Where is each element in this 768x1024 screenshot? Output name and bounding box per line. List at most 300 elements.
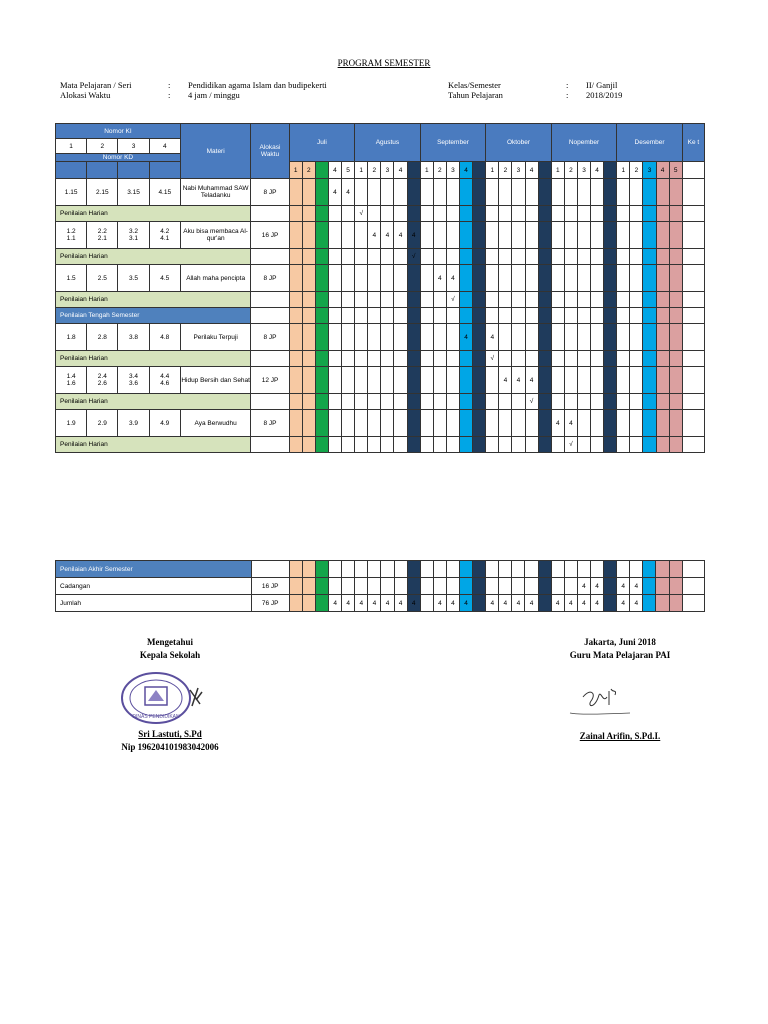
week-number-cell: 2 [433,162,446,179]
week-cell [551,437,564,453]
week-cell [473,292,486,308]
week-cell [486,578,499,595]
week-cell [446,308,459,324]
week-cell [512,324,525,351]
week-cell [315,367,328,394]
week-number-cell [315,162,328,179]
week-cell [315,206,328,222]
week-cell [643,410,656,437]
week-cell [669,351,682,367]
week-cell [368,437,381,453]
week-cell [656,249,669,265]
week-cell [459,206,472,222]
alokasi-cell [251,351,289,367]
week-number-cell [473,162,486,179]
week-mark: 4 [368,222,381,249]
week-cell [407,179,420,206]
week-cell [302,394,315,410]
week-cell [302,222,315,249]
ket-header: Ke t [682,124,704,162]
week-cell [394,308,407,324]
week-cell [525,351,538,367]
week-cell [617,324,630,351]
week-cell [433,561,446,578]
week-cell [302,249,315,265]
week-cell [538,249,551,265]
week-cell [328,308,341,324]
week-cell [525,265,538,292]
summary-label: Cadangan [56,578,252,595]
week-cell [643,595,656,612]
week-cell [551,249,564,265]
week-cell [499,292,512,308]
alokasi-cell [251,437,289,453]
kd-cell: 3.4 3.6 [118,367,149,394]
week-cell [525,292,538,308]
week-cell [604,351,617,367]
summary-alokasi [251,561,289,578]
table-row [56,249,705,265]
week-cell [617,265,630,292]
table-row [56,308,705,324]
week-cell [538,308,551,324]
week-mark: 4 [407,595,420,612]
week-cell [394,437,407,453]
week-cell [328,351,341,367]
week-cell [473,249,486,265]
week-cell [420,578,433,595]
week-cell [551,367,564,394]
signature-left-name [95,728,245,754]
week-cell [538,561,551,578]
week-cell [604,222,617,249]
teacher-name: Zainal Arifin, S.Pd.I. [579,731,661,741]
week-cell [355,410,368,437]
week-cell [459,222,472,249]
week-cell [420,437,433,453]
ki-number-cell: 2 [87,139,118,154]
week-mark: 4 [459,324,472,351]
week-cell [604,292,617,308]
week-cell [643,324,656,351]
week-cell [604,324,617,351]
week-cell [459,410,472,437]
week-number-cell: 4 [459,162,472,179]
week-cell [512,222,525,249]
week-cell [460,578,473,595]
ket-cell [682,324,704,351]
week-cell [486,561,499,578]
kd-cell: 4.5 [149,265,180,292]
week-mark: 4 [381,222,394,249]
week-mark: 4 [617,578,630,595]
week-cell [433,249,446,265]
week-cell [499,394,512,410]
week-cell [538,410,551,437]
week-cell [577,265,590,292]
week-cell [459,308,472,324]
stamp-text: DINAS PENDIDIKAN [132,714,180,720]
week-cell [604,179,617,206]
signature-right-name [535,730,705,743]
ket-cell [682,249,704,265]
week-cell [459,292,472,308]
week-cell [355,292,368,308]
table-row [56,367,705,394]
week-mark: 4 [446,265,459,292]
semester-table [55,123,705,453]
week-cell [289,367,302,394]
year-value: 2018/2019 [586,90,623,100]
week-cell [538,222,551,249]
ket-cell [682,578,704,595]
week-cell [328,206,341,222]
week-cell [394,394,407,410]
acknowledge-text: Mengetahui [147,637,193,647]
week-cell [446,179,459,206]
week-cell [420,367,433,394]
week-cell [525,437,538,453]
week-cell [538,394,551,410]
week-cell [656,292,669,308]
week-cell [433,179,446,206]
week-cell [630,308,643,324]
week-cell [617,410,630,437]
week-cell [538,367,551,394]
week-cell [499,308,512,324]
week-cell [617,437,630,453]
week-cell [669,222,682,249]
week-number-cell [538,162,551,179]
week-cell [630,410,643,437]
week-cell [407,324,420,351]
week-cell [315,578,328,595]
materi-cell: Aku bisa membaca Al-qur'an [180,222,251,249]
week-mark: 4 [486,595,499,612]
week-cell [315,437,328,453]
week-cell [538,206,551,222]
week-number-cell: 3 [381,162,394,179]
kd-blank-cell [56,162,87,179]
week-cell [643,437,656,453]
week-cell [499,410,512,437]
week-cell [486,249,499,265]
week-number-cell: 4 [328,162,341,179]
week-cell [564,292,577,308]
alokasi-cell [251,249,289,265]
kd-cell: 4.2 4.1 [149,222,180,249]
week-cell [328,437,341,453]
ket-cell [682,308,704,324]
week-cell [473,367,486,394]
week-cell [551,308,564,324]
week-cell [394,578,407,595]
week-cell [591,308,604,324]
week-cell [473,265,486,292]
week-mark: 4 [394,595,407,612]
week-cell [446,367,459,394]
week-cell [420,308,433,324]
week-cell [486,410,499,437]
week-cell [617,179,630,206]
week-cell [577,292,590,308]
week-cell [669,265,682,292]
week-cell [459,179,472,206]
week-cell [289,292,302,308]
summary-row [56,595,705,612]
week-mark: 4 [551,410,564,437]
week-cell [433,394,446,410]
week-mark: 4 [512,367,525,394]
week-cell [342,394,355,410]
week-cell [525,179,538,206]
week-cell [328,367,341,394]
week-number-cell: 3 [643,162,656,179]
week-mark: 4 [329,595,342,612]
week-cell [302,308,315,324]
week-number-cell: 1 [420,162,433,179]
table-row [56,292,705,308]
week-cell [604,249,617,265]
week-cell [433,410,446,437]
ket-cell [682,367,704,394]
school-stamp [118,670,206,726]
week-mark: √ [486,351,499,367]
week-cell [368,308,381,324]
week-number-cell: 2 [630,162,643,179]
week-cell [630,437,643,453]
week-cell [617,308,630,324]
ket-cell [682,595,704,612]
ket-cell [682,351,704,367]
week-cell [564,179,577,206]
week-cell [302,265,315,292]
alokasi-cell [251,308,289,324]
week-cell [355,222,368,249]
week-cell [486,292,499,308]
week-cell [394,410,407,437]
week-cell [355,578,368,595]
week-cell [669,324,682,351]
week-cell [669,410,682,437]
week-cell [368,206,381,222]
alokasi-header: Alokasi Waktu [251,124,289,179]
week-cell [420,222,433,249]
week-cell [630,206,643,222]
week-mark: 4 [460,595,473,612]
week-cell [289,595,302,612]
week-cell [551,265,564,292]
week-cell [512,394,525,410]
week-cell [342,561,355,578]
kd-cell: 2.5 [87,265,118,292]
week-mark: √ [525,394,538,410]
kd-cell: 1.9 [56,410,87,437]
kd-blank-cell [118,162,149,179]
week-cell [512,561,525,578]
week-cell [604,578,617,595]
week-cell [604,394,617,410]
ki-number-cell: 4 [149,139,180,154]
alokasi-cell [251,206,289,222]
week-cell [499,578,512,595]
week-cell [564,578,577,595]
week-cell [394,249,407,265]
week-cell [564,561,577,578]
week-cell [381,265,394,292]
week-cell [591,324,604,351]
signature-left [100,636,240,662]
week-cell [538,292,551,308]
week-cell [420,206,433,222]
week-mark: 4 [525,367,538,394]
week-cell [381,324,394,351]
week-cell [368,265,381,292]
week-cell [564,206,577,222]
week-cell [669,394,682,410]
signature-right [535,636,705,662]
week-mark: 4 [433,595,446,612]
week-cell [473,410,486,437]
week-cell [342,265,355,292]
kd-cell: 4.4 4.6 [149,367,180,394]
week-cell [368,367,381,394]
week-cell [591,179,604,206]
week-cell [669,249,682,265]
week-cell [381,437,394,453]
alokasi-cell: 16 JP [251,222,289,249]
week-mark: 4 [551,595,564,612]
ket-cell [682,561,704,578]
week-cell [289,206,302,222]
week-cell [420,351,433,367]
week-cell [590,561,603,578]
week-cell [329,578,342,595]
week-cell [433,292,446,308]
week-cell [617,561,630,578]
week-cell [512,249,525,265]
daily-assessment: Penilaian Harian [56,437,251,453]
week-cell [551,206,564,222]
alokasi-cell: 8 JP [251,265,289,292]
week-cell [381,367,394,394]
kd-cell: 1.8 [56,324,87,351]
week-cell [512,351,525,367]
week-cell [329,561,342,578]
week-cell [459,367,472,394]
week-cell [604,265,617,292]
week-cell [656,351,669,367]
week-cell [302,179,315,206]
week-cell [604,437,617,453]
table-row [56,394,705,410]
week-cell [669,561,682,578]
week-cell [459,437,472,453]
teacher-title: Guru Mata Pelajaran PAI [569,650,671,660]
week-cell [289,578,302,595]
week-cell [368,324,381,351]
week-cell [420,394,433,410]
ket-cell [682,394,704,410]
week-cell [407,308,420,324]
week-cell [328,410,341,437]
week-cell [656,179,669,206]
week-mark: 4 [590,595,603,612]
week-number-cell: 3 [512,162,525,179]
week-number-cell: 2 [564,162,577,179]
week-number-cell: 5 [342,162,355,179]
week-number-cell: 2 [368,162,381,179]
week-cell [591,249,604,265]
week-cell [407,437,420,453]
week-cell [630,561,643,578]
week-cell [551,351,564,367]
week-cell [551,561,564,578]
week-cell [577,410,590,437]
week-cell [617,351,630,367]
daily-assessment: Penilaian Harian [56,351,251,367]
daily-assessment: Penilaian Harian [56,394,251,410]
week-cell [551,578,564,595]
week-cell [538,437,551,453]
week-cell [669,292,682,308]
week-cell [486,437,499,453]
kd-blank-cell [149,162,180,179]
week-cell [564,324,577,351]
week-cell [420,292,433,308]
table-row [56,351,705,367]
week-mark: 4 [630,578,643,595]
week-cell [577,351,590,367]
week-cell [420,324,433,351]
week-number-cell: 3 [446,162,459,179]
week-cell [342,324,355,351]
week-cell [656,595,669,612]
week-cell [643,249,656,265]
week-cell [315,394,328,410]
ket-cell [682,162,704,179]
week-cell [577,206,590,222]
week-cell [604,561,617,578]
week-cell [512,308,525,324]
week-cell [591,367,604,394]
week-cell [604,308,617,324]
table-row [56,206,705,222]
week-cell [342,410,355,437]
week-cell [525,249,538,265]
week-number-cell: 4 [591,162,604,179]
week-cell [446,324,459,351]
week-cell [564,249,577,265]
week-cell [604,367,617,394]
kd-cell: 2.15 [87,179,118,206]
week-cell [355,394,368,410]
kd-cell: 4.8 [149,324,180,351]
week-cell [617,206,630,222]
week-cell [302,367,315,394]
week-cell [315,308,328,324]
week-cell [669,437,682,453]
week-number-cell [604,162,617,179]
week-cell [315,324,328,351]
week-mark: 4 [381,595,394,612]
week-cell [355,367,368,394]
week-cell [617,292,630,308]
week-cell [486,222,499,249]
week-cell [289,561,302,578]
week-cell [643,367,656,394]
week-cell [486,394,499,410]
